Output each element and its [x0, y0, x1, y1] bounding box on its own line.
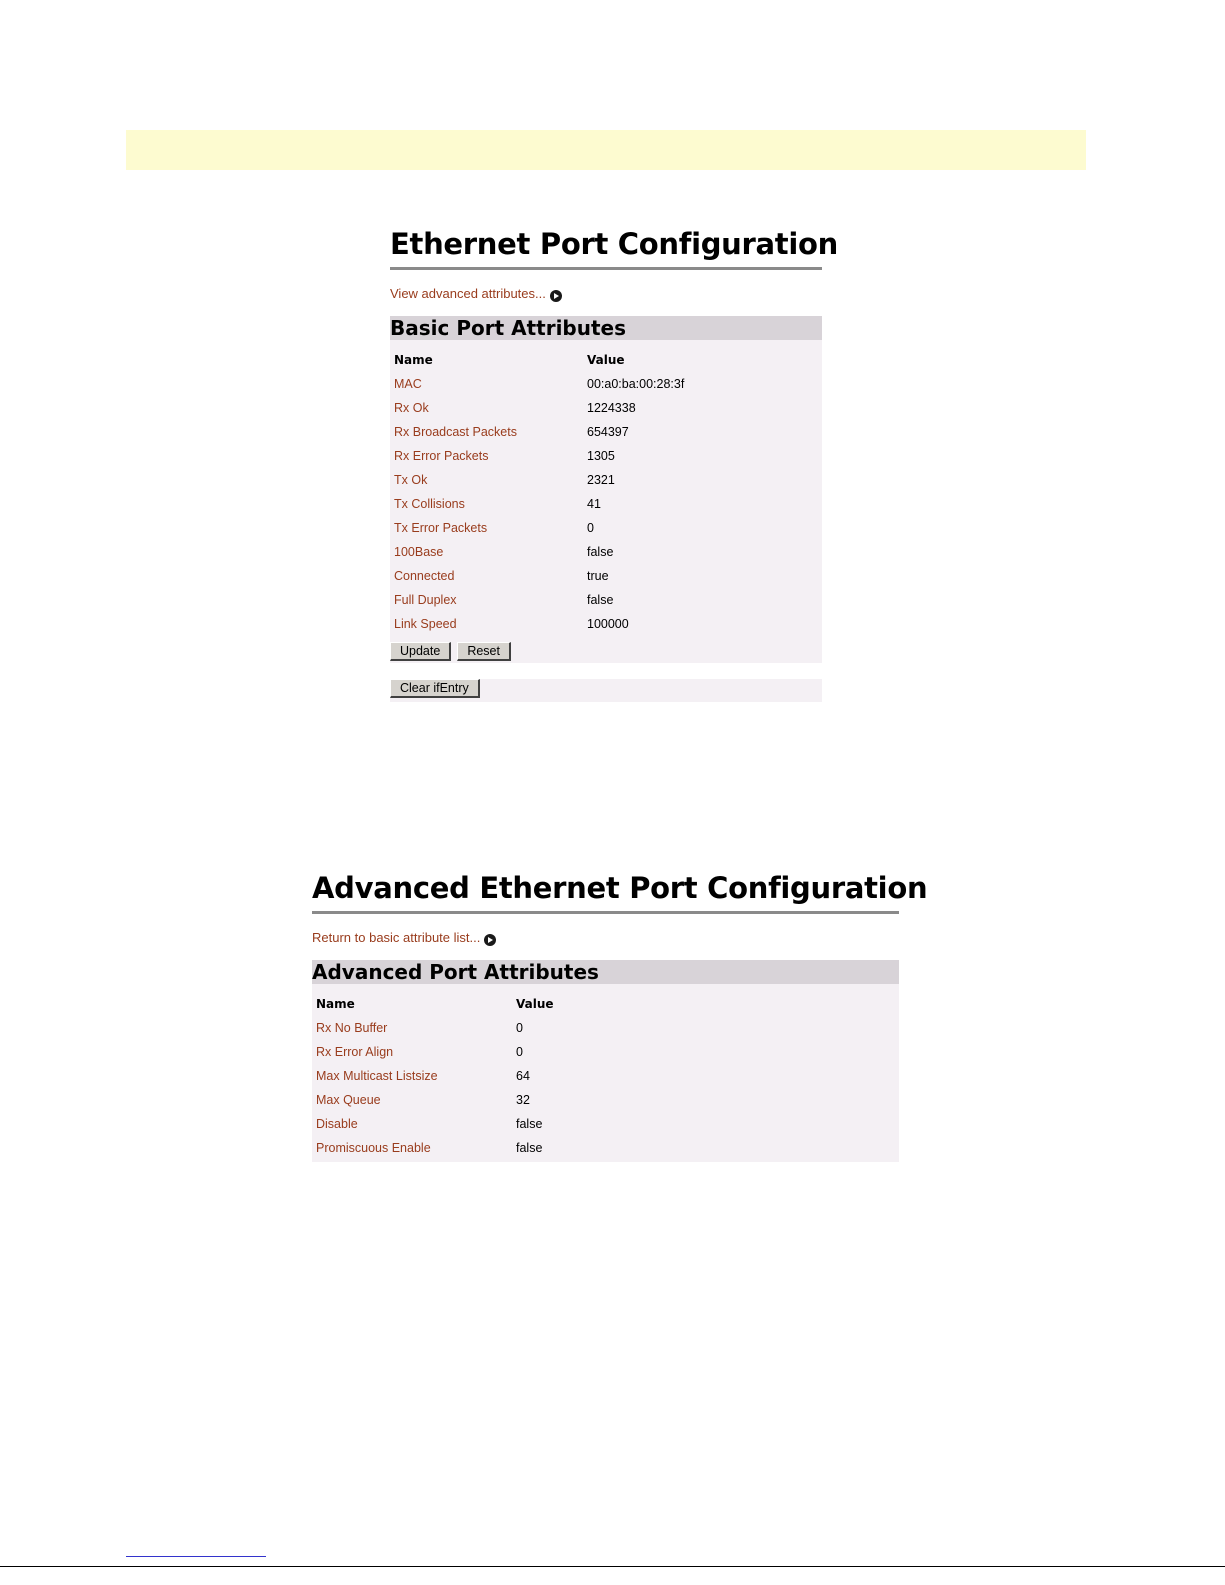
basic-config-panel — [390, 226, 838, 702]
header-band — [126, 130, 1086, 170]
value-column-header: Value — [587, 353, 625, 367]
attribute-value: 0 — [516, 1045, 523, 1059]
attribute-value: 41 — [587, 497, 601, 511]
table-row — [390, 420, 822, 444]
attribute-name[interactable]: Full Duplex — [394, 593, 457, 607]
table-header-row — [390, 348, 822, 372]
page-bottom-rule — [0, 1566, 1225, 1567]
attribute-value: 1224338 — [587, 401, 636, 415]
attribute-name[interactable]: Rx No Buffer — [316, 1021, 388, 1035]
table-row — [312, 1040, 899, 1064]
attribute-name[interactable]: Tx Ok — [394, 473, 428, 487]
table-row — [390, 492, 822, 516]
table-row — [390, 444, 822, 468]
attribute-value: 0 — [587, 521, 594, 535]
title-divider — [390, 267, 822, 270]
page-title: Ethernet Port Configuration — [390, 227, 838, 261]
attribute-name[interactable]: Tx Collisions — [394, 497, 465, 511]
attribute-value: false — [516, 1117, 543, 1131]
table-row — [390, 468, 822, 492]
name-column-header: Name — [316, 997, 355, 1011]
view-advanced-link-label: View advanced attributes... — [390, 285, 546, 301]
attribute-value: 1305 — [587, 449, 615, 463]
table-row — [390, 516, 822, 540]
table-row — [312, 1088, 899, 1112]
table-row — [312, 1064, 899, 1088]
attribute-value: true — [587, 569, 609, 583]
return-basic-link[interactable] — [312, 928, 496, 946]
attribute-value: 64 — [516, 1069, 530, 1083]
footnote-rule — [126, 1556, 266, 1557]
table-row — [390, 588, 822, 612]
name-column-header: Name — [394, 353, 433, 367]
attribute-value: 0 — [516, 1021, 523, 1035]
reset-button[interactable]: Reset — [457, 642, 511, 661]
table-row — [390, 372, 822, 396]
return-basic-link-label: Return to basic attribute list... — [312, 929, 481, 945]
table-row — [390, 612, 822, 636]
attribute-value: false — [587, 545, 614, 559]
attribute-value: 00:a0:ba:00:28:3f — [587, 377, 685, 391]
section-body — [390, 340, 822, 663]
attribute-name[interactable]: Max Multicast Listsize — [316, 1069, 438, 1083]
attribute-value: false — [587, 593, 614, 607]
attribute-name[interactable]: Connected — [394, 569, 455, 583]
update-button[interactable]: Update — [390, 642, 451, 661]
table-row — [312, 1112, 899, 1136]
value-column-header: Value — [516, 997, 554, 1011]
section-title: Advanced Port Attributes — [312, 960, 899, 984]
clear-ifentry-button[interactable]: Clear ifEntry — [390, 679, 480, 698]
page-title: Advanced Ethernet Port Configuration — [312, 871, 928, 905]
attribute-name[interactable]: Max Queue — [316, 1093, 381, 1107]
table-row — [312, 1136, 899, 1160]
attribute-value: 32 — [516, 1093, 530, 1107]
attribute-value: 2321 — [587, 473, 615, 487]
title-divider — [312, 911, 899, 914]
circle-arrow-right-icon — [484, 934, 496, 946]
attributes-table — [390, 348, 822, 636]
attribute-name[interactable]: MAC — [394, 377, 422, 391]
attribute-value: 100000 — [587, 617, 629, 631]
view-advanced-link[interactable] — [390, 284, 562, 302]
advanced-config-panel — [312, 870, 928, 1162]
attribute-name[interactable]: Link Speed — [394, 617, 457, 631]
attributes-table — [312, 992, 899, 1160]
table-row — [312, 1016, 899, 1040]
attribute-name[interactable]: Promiscuous Enable — [316, 1141, 431, 1155]
attribute-name[interactable]: Rx Error Packets — [394, 449, 489, 463]
table-row — [390, 564, 822, 588]
attribute-name[interactable]: Rx Broadcast Packets — [394, 425, 517, 439]
attribute-name[interactable]: Rx Error Align — [316, 1045, 394, 1059]
circle-arrow-right-icon — [550, 290, 562, 302]
clear-bar — [390, 679, 822, 702]
section-body — [312, 984, 899, 1162]
table-row — [390, 396, 822, 420]
attribute-value: false — [516, 1141, 543, 1155]
section-title: Basic Port Attributes — [390, 316, 822, 340]
attribute-value: 654397 — [587, 425, 629, 439]
table-row — [390, 540, 822, 564]
attribute-name[interactable]: Rx Ok — [394, 401, 429, 415]
attribute-name[interactable]: Tx Error Packets — [394, 521, 488, 535]
table-header-row — [312, 992, 899, 1016]
form-buttons — [390, 636, 822, 661]
attribute-name[interactable]: Disable — [316, 1117, 358, 1131]
attribute-name[interactable]: 100Base — [394, 545, 444, 559]
